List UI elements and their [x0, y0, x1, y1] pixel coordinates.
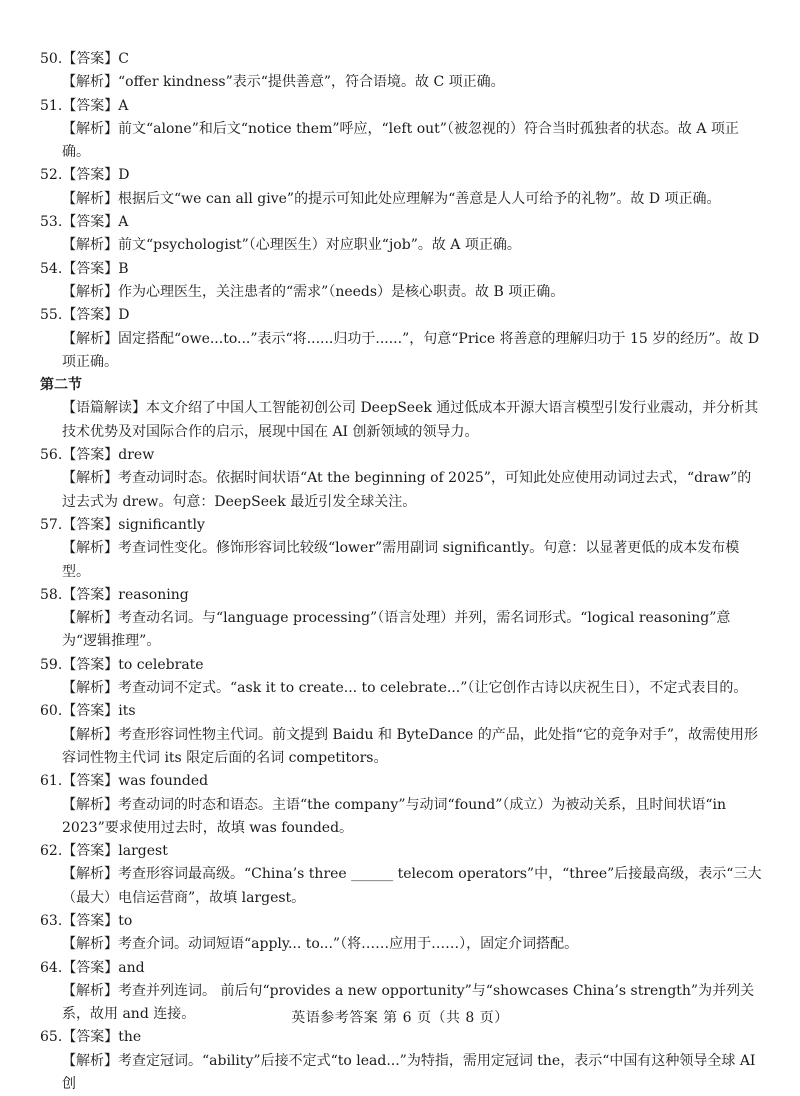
analysis-text: 【解析】考查动词的时态和语态。主语“the company”与动词“found”（成立）为被动关系，且时间状语“in 2023”要求使用过去时，故填 was founded。 — [62, 796, 727, 836]
answer-text: 【答案】D — [62, 167, 130, 184]
answer-line — [40, 910, 762, 933]
answer-line — [40, 304, 762, 327]
passage-note: 【语篇解读】本文介绍了中国人工智能初创公司 DeepSeek 通过低成本开源大语言模型引发行业震动，并分析其技术优势及对国际合作的启示，展现中国在 AI 创新领域的领导力。 — [62, 400, 759, 440]
answer-text: 【答案】to — [62, 912, 133, 929]
answer-line — [40, 700, 762, 723]
analysis-text: 【解析】根据后文“we can all give”的提示可知此处应理解为“善意是人人可给予的礼物”。故 D 项正确。 — [62, 190, 721, 207]
answer-text: 【答案】drew — [62, 447, 155, 464]
question-item — [40, 910, 762, 957]
answer-text: 【答案】the — [62, 1029, 142, 1046]
analysis-text: 【解析】考查动词时态。依据时间状语“At the beginning of 2025”，可知此处应使用动词过去式，“draw”的过去式为 drew。句意：DeepSeek 最近引发全球关注。 — [62, 470, 752, 510]
question-number: 52. — [40, 167, 63, 184]
analysis-text: 【解析】考查动名词。与“language processing”（语言处理）并列，需名词形式。“logical reasoning”意为“逻辑推理”。 — [62, 610, 731, 650]
answer-text: 【答案】to celebrate — [62, 656, 204, 673]
analysis-text: 【解析】考查形容词最高级。“China’s three ______ telecom operators”中，“three”后接最高级，表示“三大（最大）电信运营商”，故填 largest。 — [62, 866, 762, 906]
analysis-text: 【解析】前文“alone”和后文“notice them”呼应，“left out”（被忽视的）符合当时孤独者的状态。故 A 项正确。 — [62, 120, 739, 161]
answer-line — [40, 258, 762, 281]
question-item — [40, 1026, 762, 1096]
question-item — [40, 584, 762, 654]
answer-text: 【答案】and — [62, 959, 145, 976]
question-number: 63. — [40, 912, 63, 929]
answer-line — [40, 48, 762, 71]
question-item — [40, 211, 762, 258]
question-item — [40, 258, 762, 305]
question-item — [40, 304, 762, 374]
section-two-items — [40, 444, 762, 1096]
answer-line — [40, 840, 762, 863]
answer-line — [40, 957, 762, 980]
question-item — [40, 770, 762, 840]
question-number: 57. — [40, 516, 63, 533]
analysis-text: 【解析】“offer kindness”表示“提供善意”，符合语境。故 C 项正确。 — [62, 74, 505, 91]
analysis-text: 【解析】考查并列连词。 前后句“provides a new opportunity”与“showcases China’s strength”为并列关系，故用 and 连接。 — [62, 982, 755, 1023]
answer-line — [40, 514, 762, 537]
analysis-text: 【解析】前文“psychologist”（心理医生）对应职业“job”。故 A 项正确。 — [62, 237, 521, 254]
answer-text: 【答案】B — [62, 260, 129, 277]
answer-content — [40, 48, 762, 1096]
question-number: 62. — [40, 843, 63, 860]
question-number: 51. — [40, 97, 63, 114]
question-number: 64. — [40, 959, 63, 976]
answer-line — [40, 1026, 762, 1049]
answer-text: 【答案】was founded — [62, 773, 209, 790]
question-number: 54. — [40, 260, 63, 277]
section-title: 第二节 — [40, 377, 82, 394]
question-item — [40, 654, 762, 701]
answer-text: 【答案】significantly — [62, 516, 205, 533]
answer-text: 【答案】reasoning — [62, 586, 189, 603]
question-number: 55. — [40, 307, 63, 324]
question-number: 61. — [40, 773, 63, 790]
analysis-text: 【解析】考查介词。动词短语“apply... to...”（将……应用于……），固定介词搭配。 — [62, 936, 579, 953]
answer-text: 【答案】largest — [62, 843, 168, 860]
question-number: 65. — [40, 1029, 63, 1046]
answer-line — [40, 95, 762, 118]
answer-line — [40, 164, 762, 187]
answer-line — [40, 770, 762, 793]
question-number: 50. — [40, 51, 63, 67]
question-number: 59. — [40, 656, 63, 673]
answer-text: 【答案】C — [62, 51, 129, 67]
analysis-text: 【解析】考查动词不定式。“ask it to create... to celebrate...”（让它创作古诗以庆祝生日），不定式表目的。 — [62, 680, 748, 697]
answer-text: 【答案】A — [62, 214, 129, 231]
analysis-text: 【解析】作为心理医生，关注患者的“需求”（needs）是核心职责。故 B 项正确。 — [62, 283, 565, 300]
answer-text: 【答案】A — [62, 97, 129, 114]
question-number: 53. — [40, 214, 63, 231]
answer-line — [40, 444, 762, 467]
question-item — [40, 164, 762, 211]
analysis-text: 【解析】固定搭配“owe...to...”表示“将......归功于......”，句意“Price 将善意的理解归功于 15 岁的经历”。故 D 项正确。 — [62, 330, 760, 370]
question-number: 60. — [40, 703, 63, 720]
question-item — [40, 840, 762, 910]
answer-line — [40, 654, 762, 677]
question-item — [40, 48, 762, 95]
question-number: 56. — [40, 447, 63, 464]
section-one-items — [40, 48, 762, 374]
question-item — [40, 700, 762, 770]
page-footer: 英语参考答案 第 6 页（共 8 页） — [291, 1010, 509, 1026]
analysis-text: 【解析】考查形容词性物主代词。前文提到 Baidu 和 ByteDance 的产品，此处指“它的竞争对手”，故需使用形容词性物主代词 its 限定后面的名词 competitors。 — [62, 726, 759, 766]
answer-line — [40, 211, 762, 234]
question-item — [40, 444, 762, 514]
analysis-text: 【解析】考查词性变化。修饰形容词比较级“lower”需用副词 significantly。句意：以显著更低的成本发布模型。 — [62, 540, 740, 580]
answer-text: 【答案】its — [62, 703, 136, 720]
question-item — [40, 514, 762, 584]
answer-text: 【答案】D — [62, 307, 130, 324]
answer-line — [40, 584, 762, 607]
question-item — [40, 95, 762, 165]
question-number: 58. — [40, 586, 63, 603]
analysis-text: 【解析】考查定冠词。“ability”后接不定式“to lead...”为特指，需用定冠词 the，表示“中国有这种领导全球 AI 创 — [62, 1052, 756, 1093]
